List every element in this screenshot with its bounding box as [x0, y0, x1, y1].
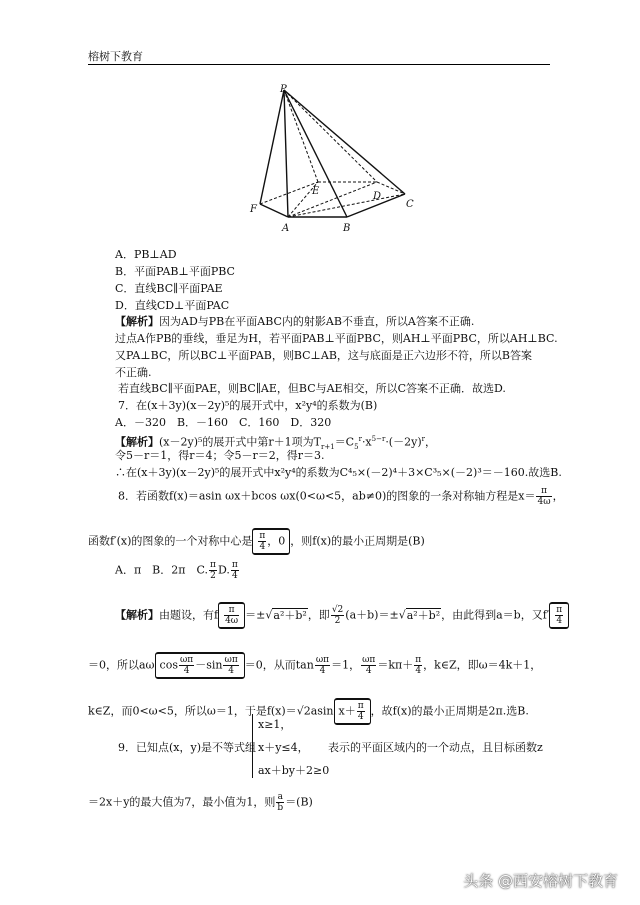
edge-dc	[377, 182, 405, 194]
label-b: B	[343, 223, 351, 234]
q8-analysis-line-1: 【解析】由题设，有f $\frac{\pi}{4\omega}$ ＝±√a²＋b²，即 $\frac{√2}{2}$ (a＋b)＝±√a²＋b²，由此得到a＝b，又f′ $\frac{\pi}{4}$	[115, 602, 569, 629]
q8-options: A．π B．2π C. $\frac{\pi}{2}$ D. $\frac{\pi}{4}$	[115, 560, 238, 581]
analysis-tag: 【解析】	[115, 315, 159, 328]
label-p: P	[280, 84, 287, 95]
edge-pd	[284, 90, 377, 182]
q8-stem: 8．若函数f(x)＝asin ωx＋bcos ωx(0<ω<5，ab≠0)的图象的一条对称轴方程是x＝ $\frac{\pi}{4\omega}$ ，	[118, 486, 564, 507]
label-e: E	[312, 186, 320, 197]
q6-analysis-line-1	[115, 315, 474, 329]
paren-group: $\frac{\pi}{4}$ ，0	[252, 528, 290, 555]
q9-stem-start: 9．已知点(x，y)是不等式组	[118, 741, 256, 754]
q9-inequality-2: x＋y≤4，	[258, 741, 309, 754]
pyramid-figure	[240, 82, 430, 237]
q8-analysis-line-2: ＝0，所以aω cos $\frac{\omega\pi}{4}$ －sin $\frac{\omega\pi}{4}$ ＝0，从而tan $\frac{\omega\pi}{4}$ ＝1， $\frac{\omega\pi}{4}$ ＝kπ＋ $\frac{\pi}{4}$ ，k∈Z，即ω＝4k＋1，	[88, 652, 541, 679]
q7-analysis-line-3: ∴在(x＋3y)(x－2y)⁵的展开式中x²y⁴的系数为C⁴₅×(－2)⁴＋3×C³₅×(－2)³＝－160.故选B.	[115, 466, 562, 479]
q9-inequality-3: ax＋by＋2≥0	[258, 764, 330, 777]
edge-fa	[260, 204, 288, 217]
q7-options: A．－320 B．－160 C．160 D．320	[115, 416, 332, 429]
analysis-tag: 【解析】	[115, 608, 159, 622]
q7-analysis-line-2: 令5－r＝1，得r＝4；令5－r＝2，得r＝3.	[115, 449, 325, 462]
q6-analysis-line-4: 不正确.	[115, 366, 152, 379]
q9-inequality-1: x≥1，	[258, 718, 292, 731]
header-title: 榕树下教育	[88, 50, 143, 63]
fraction: $\frac{\pi}{4\omega}$	[537, 486, 551, 507]
q6-analysis-line-5: 若直线BC∥平面PAE，则BC∥AE，但BC与AE相交，所以C答案不正确．故选D.	[118, 382, 506, 395]
q6-analysis-text-1: 因为AD与PB在平面ABC内的射影AB不垂直，所以A答案不正确.	[159, 315, 475, 328]
analysis-tag: 【解析】	[115, 435, 159, 449]
q6-analysis-line-3: 又PA⊥BC，所以BC⊥平面PAB，则BC⊥AB，这与底面是正六边形不符，所以B答案	[115, 349, 533, 362]
q8-line-2: 函数f′(x)的图象的一个对称中心是 $\frac{\pi}{4}$ ，0 ，则f(x)的最小正周期是(B)	[88, 528, 425, 555]
edge-pf	[260, 90, 284, 204]
header-divider	[88, 64, 550, 65]
q6-option-d: D．直线CD⊥平面PAC	[115, 299, 230, 312]
q6-option-b: B．平面PAB⊥平面PBC	[115, 265, 235, 278]
q7-analysis-line-1: 【解析】(x－2y)⁵的展开式中第r＋1项为$T_{r+1}=C_5^r\cdot x^{5-r}\cdot(-2y)^r$，	[115, 435, 436, 451]
label-d: D	[373, 191, 382, 202]
q9-stem-end: 表示的平面区域内的一个动点，且目标函数z	[328, 741, 543, 754]
q8-analysis-line-3: k∈Z，而0<ω<5，所以ω＝1，于是f(x)＝√2asin x＋ $\frac{\pi}{4}$ ，故f(x)的最小正周期是2π.选B.	[88, 698, 529, 725]
label-f: F	[250, 204, 257, 215]
edge-pa	[284, 90, 288, 217]
q6-option-a: A．PB⊥AD	[115, 248, 177, 261]
q6-option-c: C．直线BC∥平面PAE	[115, 282, 223, 295]
q7-stem: 7．在(x＋3y)(x－2y)⁵的展开式中，x²y⁴的系数为(B)	[118, 399, 378, 412]
q9-line-2: ＝2x＋y的最大值为7，最小值为1，则 $\frac{a}{b}$ ＝(B)	[88, 792, 313, 813]
edge-ac	[288, 194, 405, 217]
edge-pb	[284, 90, 347, 217]
watermark: 头条 @西安榕树下教育	[463, 872, 618, 890]
label-a: A	[282, 223, 290, 234]
edge-fe	[260, 182, 318, 204]
q6-analysis-line-2: 过点A作PB的垂线，垂足为H，若平面PAB⊥平面PBC，则AH⊥平面PBC，所以AH⊥BC.	[115, 332, 558, 345]
label-c: C	[406, 199, 414, 210]
system-brace	[252, 714, 253, 778]
edge-pc	[284, 90, 405, 194]
